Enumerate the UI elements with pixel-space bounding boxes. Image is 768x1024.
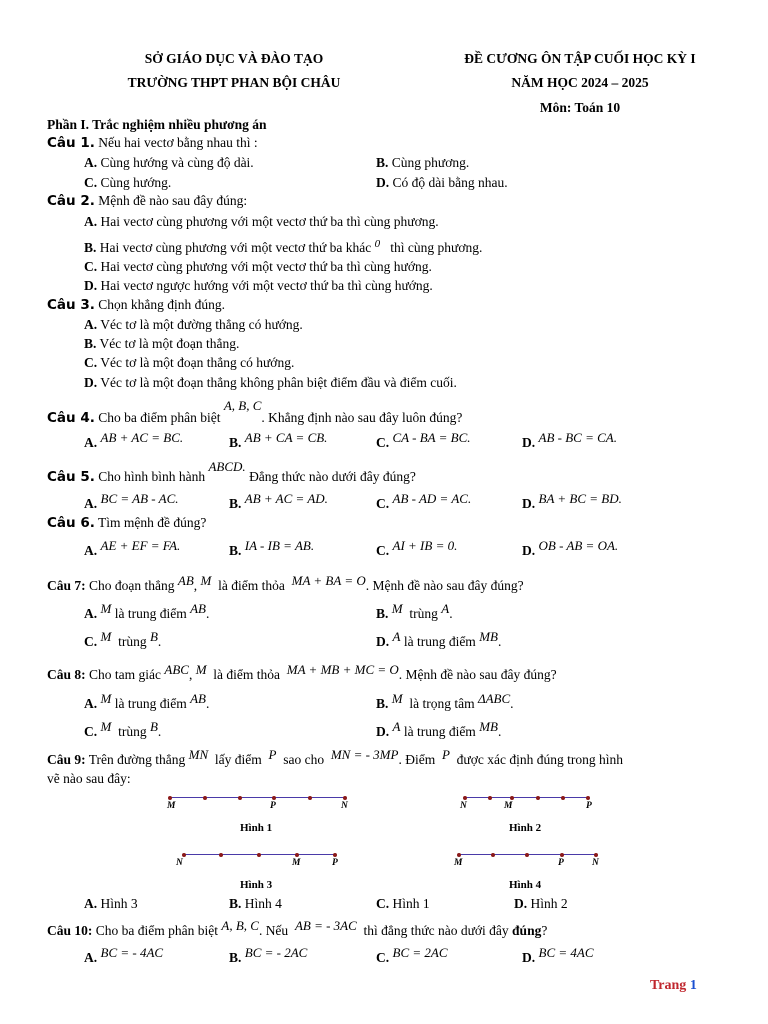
section-title: Phần I. Trắc nghiệm nhiều phương án	[47, 117, 267, 132]
zero-vector: 0	[374, 238, 381, 250]
question-label: Câu 5.	[47, 469, 95, 485]
question-8: Câu 8: Cho tam giác ABC, M là điểm thỏa MA + MB + MC = O. Mệnh đề nào sau đây đúng?	[47, 662, 557, 682]
question-label: Câu 2.	[47, 193, 95, 209]
option-c: C. CA - BA = BC.	[376, 430, 471, 450]
option-d: D. AB - BC = CA.	[522, 430, 617, 450]
figure-caption: Hình 3	[240, 879, 273, 891]
option-b: B. AB + AC = AD.	[229, 491, 328, 511]
option-c: C. AB - AD = AC.	[376, 491, 472, 511]
option-d: D. BC = 4AC	[522, 945, 594, 965]
points: A, B, C	[223, 398, 262, 413]
option-b: B. Hai vectơ cùng phương với một vectơ thứ ba khác $^0$ thì cùng phương.	[84, 238, 483, 255]
page-number: Trang 1	[650, 978, 697, 993]
question-3	[47, 297, 225, 313]
question-text: Chọn khẳng định đúng.	[98, 297, 225, 312]
option-a: A. Cùng hướng và cùng độ dài.	[84, 155, 254, 170]
question-label: Câu 4.	[47, 410, 95, 426]
option-b: B. Cùng phương.	[376, 155, 470, 170]
option-a: A. M là trung điểm AB.	[84, 601, 210, 621]
option-c: C. M trùng B.	[84, 719, 162, 739]
dept-name: SỞ GIÁO DỤC VÀ ĐÀO TẠO	[144, 51, 324, 66]
parallelogram: ABCD.	[208, 459, 246, 474]
option-c: C. Hình 1	[376, 896, 430, 911]
figure-caption: Hình 4	[509, 879, 542, 891]
doc-title: ĐỀ CƯƠNG ÔN TẬP CUỐI HỌC KỲ I	[464, 51, 696, 66]
figure-caption: Hình 1	[240, 822, 273, 834]
school-name: TRƯỜNG THPT PHAN BỘI CHÂU	[127, 75, 341, 90]
question-label: Câu 1.	[47, 135, 95, 151]
question-label: Câu 8:	[47, 667, 86, 682]
option-d: D. Hình 2	[514, 896, 568, 911]
question-4: Câu 4. Cho ba điểm phân biệt A, B, C. Khẳng định nào sau đây luôn đúng?	[47, 398, 463, 426]
option-d: D. OB - AB = OA.	[522, 538, 619, 558]
option-c: C. Véc tơ là một đoạn thẳng có hướng.	[84, 355, 295, 370]
option-c: C. Cùng hướng.	[84, 175, 172, 190]
option-b: B. Hình 4	[229, 896, 282, 911]
option-b: B. Véc tơ là một đoạn thẳng.	[84, 336, 240, 351]
option-b: B. IA - IB = AB.	[229, 538, 315, 558]
question-text: Mệnh đề nào sau đây đúng:	[98, 193, 248, 208]
option-a: A. Hai vectơ cùng phương với một vectơ thứ ba thì cùng phương.	[84, 214, 439, 229]
option-b: B. BC = - 2AC	[229, 945, 308, 965]
option-c: C. AI + IB = 0.	[376, 538, 458, 558]
question-text: Tìm mệnh đề đúng?	[98, 515, 207, 530]
option-d: D. Có độ dài bằng nhau.	[376, 175, 508, 190]
option-a: A. BC = AB - AC.	[84, 491, 179, 511]
option-b: B. M trùng A.	[376, 601, 453, 621]
question-1	[47, 135, 258, 151]
question-5: Câu 5. Cho hình bình hành ABCD. Đẳng thức nào dưới đây đúng?	[47, 459, 416, 485]
question-9: Câu 9: Trên đường thẳng MN lấy điểm P sao cho MN = - 3MP. Điểm P được xác định đúng trong hình	[47, 747, 623, 767]
question-label: Câu 3.	[47, 297, 95, 313]
question-label: Câu 7:	[47, 578, 86, 593]
option-a: A. Véc tơ là một đường thẳng có hướng.	[84, 317, 303, 332]
figure-caption: Hình 2	[509, 822, 542, 834]
question-2	[47, 193, 247, 209]
option-d: D. BA + BC = BD.	[522, 491, 622, 511]
option-a: A. BC = - 4AC	[84, 945, 164, 965]
option-a: A. AE + EF = FA.	[84, 538, 181, 558]
question-6	[47, 515, 206, 531]
school-year: NĂM HỌC 2024 – 2025	[511, 75, 649, 90]
question-label: Câu 9:	[47, 752, 86, 767]
option-c: C. BC = 2AC	[376, 945, 448, 965]
subject: Môn: Toán 10	[539, 100, 621, 115]
option-a: A. Hình 3	[84, 896, 138, 911]
question-9-cont: vẽ nào sau đây:	[47, 771, 131, 786]
option-c: C. M trùng B.	[84, 629, 162, 649]
option-a: A. AB + AC = BC.	[84, 430, 184, 450]
option-d: D. A là trung điểm MB.	[376, 629, 502, 649]
question-7: Câu 7: Cho đoạn thẳng AB, M là điểm thỏa MA + BA = O. Mệnh đề nào sau đây đúng?	[47, 573, 524, 593]
option-b: B. M là trọng tâm ΔABC.	[376, 691, 514, 711]
question-10: Câu 10: Cho ba điểm phân biệt A, B, C. Nếu AB = - 3AC thì đẳng thức nào dưới đây đúng?	[47, 918, 548, 938]
option-c: C. Hai vectơ cùng phương với một vectơ thứ ba thì cùng hướng.	[84, 259, 432, 274]
question-label: Câu 10:	[47, 923, 93, 938]
option-d: D. A là trung điểm MB.	[376, 719, 502, 739]
option-d: D. Véc tơ là một đoạn thẳng không phân biệt điểm đầu và điểm cuối.	[84, 375, 457, 390]
option-b: B. AB + CA = CB.	[229, 430, 328, 450]
question-text: Nếu hai vectơ bằng nhau thì :	[98, 135, 258, 150]
question-label: Câu 6.	[47, 515, 95, 531]
option-d: D. Hai vectơ ngược hướng với một vectơ thứ ba thì cùng hướng.	[84, 278, 433, 293]
option-a: A. M là trung điểm AB.	[84, 691, 210, 711]
